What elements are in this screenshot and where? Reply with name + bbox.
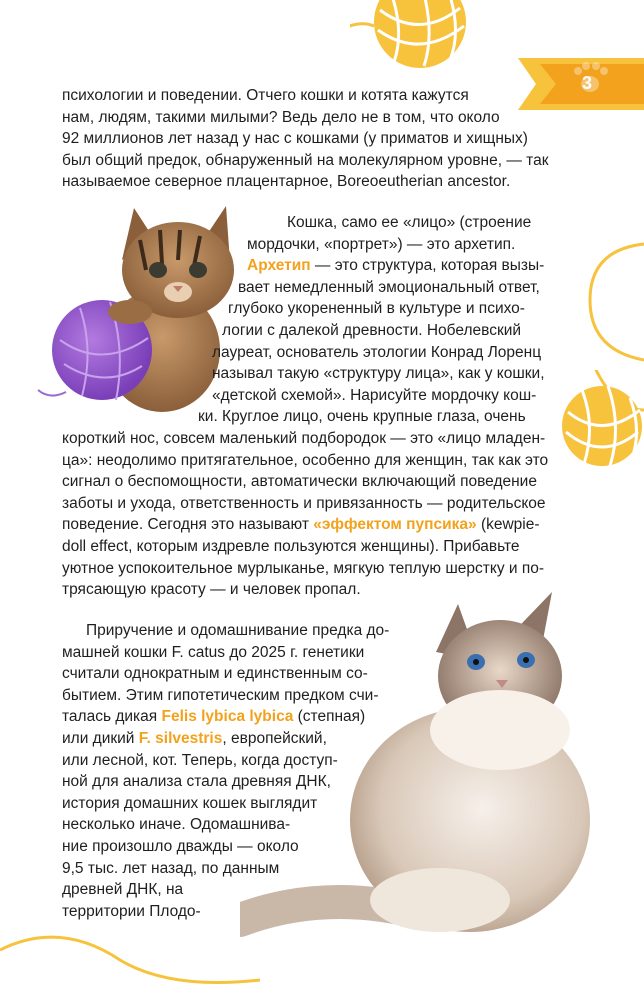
text-fragment: — это структура, которая вызы- [310,257,545,275]
text-line: трясающую красоту — и человек пропал. [62,581,361,599]
text-line: территории Плодо- [62,902,201,920]
text-line [62,363,558,385]
term-archetype: Архетип [247,257,311,275]
text-line: ной для анализа стала древняя ДНК, [62,773,331,791]
text-line [62,514,558,536]
term-f-silvestris: F. silvestris [138,729,223,747]
text-line [62,277,558,299]
text-line: был общий предок, обнаруженный на молекулярном уровне, — так [62,151,549,169]
text-line [62,706,402,728]
paragraph-domestication [62,620,402,922]
text-line: несколько иначе. Одомашнива- [62,816,291,834]
text-line: сигнал о беспомощности, автоматически включающий поведение [62,473,537,491]
text-line: короткий нос, совсем маленький подбородок — это «лицо младен- [62,429,546,447]
swirl-line-decoration [560,240,644,380]
text-fragment: называл такую «структуру лица», как у кошки, [212,365,545,383]
text-line [62,385,558,407]
text-line: ца»: неодолимо притягательное, особенно для женщин, так как это [62,451,549,469]
text-fragment: логии с далекой древности. Нобелевский [222,321,522,339]
text-line: машней кошки F. catus до 2025 г. генетики [62,643,365,661]
text-fragment: Приручение и одомашнивание предка до- [86,622,390,639]
text-line [62,728,402,750]
text-fragment: талась дикая [62,708,162,726]
text-line [62,320,558,342]
text-fragment: «детской схемой». Нарисуйте мордочку кош- [212,386,537,404]
text-line [62,298,558,320]
text-line [62,620,402,642]
paragraph-archetype [62,212,558,601]
text-line: психологии и поведении. Отчего кошки и котята кажутся [62,87,469,104]
term-kewpie-effect: «эффектом пупсика» [313,516,477,534]
swirl-bottom-left-decoration [0,930,260,1000]
term-felis-lybica: Felis lybica lybica [161,708,294,726]
text-line: ние произошло дважды — около [62,837,299,855]
text-line: нам, людям, такими милыми? Ведь дело не в том, что около [62,108,500,126]
text-line: 92 миллионов лет назад у нас с кошками (у приматов и хищных) [62,130,528,148]
text-fragment: или дикий [62,729,139,747]
text-fragment: мордочки, «портрет») — это архетип. [247,235,516,253]
text-fragment: поведение. Сегодня это называют [62,516,314,534]
text-line: история домашних кошек выглядит [62,794,318,812]
text-fragment: , европейский, [222,729,327,747]
text-fragment: вает немедленный эмоциональный ответ, [238,278,540,296]
text-fragment: (kewpie- [476,516,540,534]
text-line [62,406,558,428]
text-line: уютное успокоительное мурлыканье, мягкую теплую шерстку и по- [62,559,545,577]
text-fragment: ки. Круглое лицо, очень крупные глаза, очень [198,408,526,426]
text-line: doll effect, которым издревле пользуются женщины). Прибавьте [62,537,520,555]
text-line: бытием. Этим гипотетическим предком счи- [62,686,379,704]
page-number: 3 [581,73,592,93]
text-line: 9,5 тыс. лет назад, по данным [62,859,280,877]
text-line: древней ДНК, на [62,881,184,899]
paragraph-intro [62,85,549,193]
yarn-ball-top-decoration [350,0,480,72]
text-fragment: Кошка, само ее «лицо» (строение [287,214,532,231]
text-line [62,234,558,256]
text-line [62,212,558,234]
text-fragment: лауреат, основатель этологии Конрад Лоренц [212,343,542,361]
text-line: заботы и ухода, ответственность и привязанность — родительское [62,494,546,512]
text-line [62,255,558,277]
text-line: или лесной, кот. Теперь, когда доступ- [62,751,338,769]
text-fragment: глубоко укорененный в культуре и психо- [228,300,525,318]
text-line: считали однократным и единственным со- [62,665,368,683]
text-line: называемое северное плацентарное, Boreoeutherian ancestor. [62,173,511,191]
text-fragment: (степная) [293,708,366,726]
yarn-ball-right-decoration [556,370,644,480]
text-line [62,342,558,364]
